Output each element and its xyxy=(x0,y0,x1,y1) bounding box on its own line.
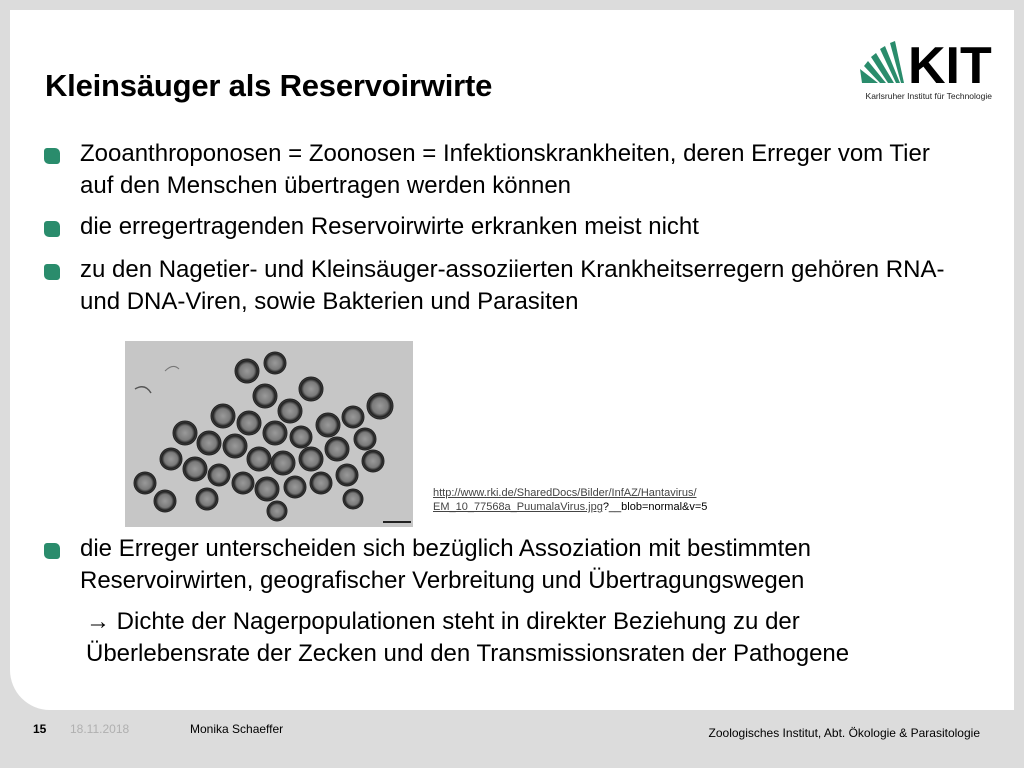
sub-bullet-text: → Dichte der Nagerpopulationen steht in direkter Beziehung zu der Überlebensrate der Zecken und den Transmissionsraten der Pathogene xyxy=(86,608,850,667)
kit-logo xyxy=(856,37,992,107)
image-source-caption xyxy=(433,486,707,514)
bullet-marker-icon xyxy=(44,221,60,237)
bullet-item xyxy=(44,138,964,202)
bullet-item xyxy=(44,533,964,597)
bullet-item xyxy=(44,211,964,243)
page-number: 15 xyxy=(33,722,47,736)
footer-institute: Zoologisches Institut, Abt. Ökologie & Parasitologie xyxy=(708,726,980,740)
bullet-text: die erregertragenden Reservoirwirte erkranken meist nicht xyxy=(80,213,699,240)
image-source-link[interactable]: http://www.rki.de/SharedDocs/Bilder/InfAZ/Hantavirus/ xyxy=(433,487,697,499)
logo-subtitle: Karlsruher Institut für Technologie xyxy=(865,91,992,101)
kit-logo-mark xyxy=(856,37,992,89)
logo-text: KIT xyxy=(908,37,992,89)
footer-author: Monika Schaeffer xyxy=(190,722,284,736)
bullet-text: zu den Nagetier- und Kleinsäuger-assoziierten Krankheitserregern gehören RNA- und DNA-Viren, sowie Bakterien und Parasiten xyxy=(80,256,945,315)
bullet-marker-icon xyxy=(44,264,60,280)
bullet-marker-icon xyxy=(44,543,60,559)
bullet-marker-icon xyxy=(44,148,60,164)
image-source-suffix: ?__blob=normal&v=5 xyxy=(602,501,708,513)
slide-canvas xyxy=(10,10,1014,710)
bullet-item xyxy=(44,254,964,318)
bullet-text: die Erreger unterscheiden sich bezüglich Assoziation mit bestimmten Reservoirwirten, geografischer Verbreitung und Übertragungswegen xyxy=(80,535,812,594)
slide-title: Kleinsäuger als Reservoirwirte xyxy=(45,68,493,103)
image-source-link-file[interactable]: EM_10_77568a_PuumalaVirus.jpg xyxy=(433,501,603,513)
footer-date: 18.11.2018 xyxy=(70,722,130,736)
bullet-text: Zooanthroponosen = Zoonosen = Infektionskrankheiten, deren Erreger vom Tier auf den Menschen übertragen werden können xyxy=(80,140,930,199)
hantavirus-em-image xyxy=(125,341,413,527)
virus-particles-graphic xyxy=(125,341,413,527)
